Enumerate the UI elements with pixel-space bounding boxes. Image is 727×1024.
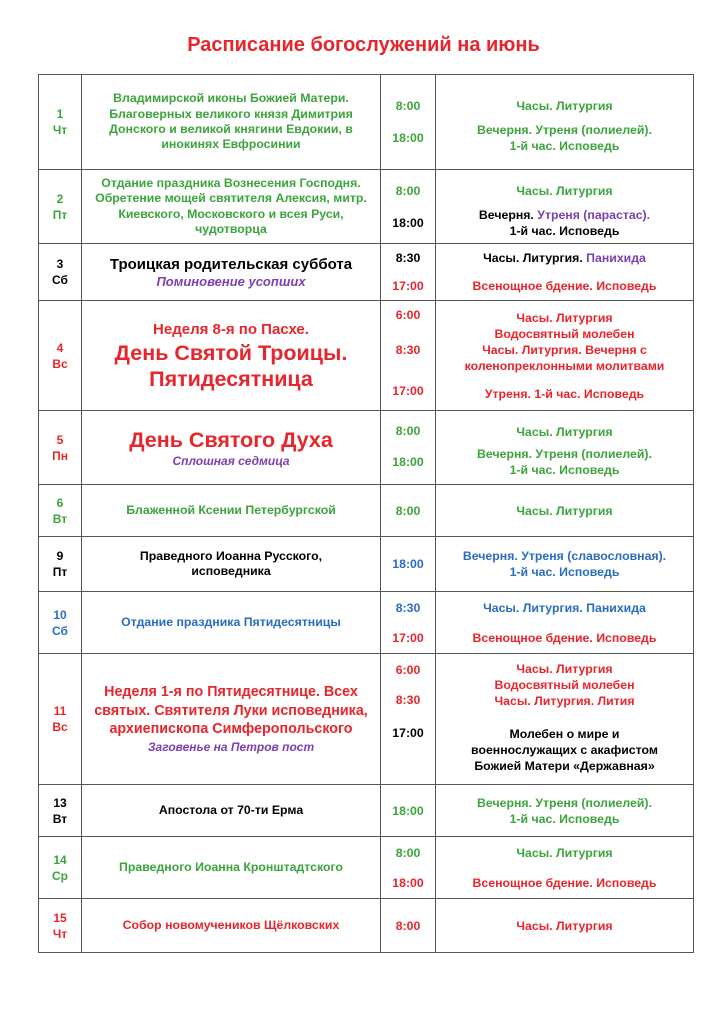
- service: Вечерня. Утреня (полиелей).: [477, 123, 652, 137]
- weekday: Ср: [52, 868, 68, 883]
- time: 18:00: [392, 215, 424, 230]
- feast-title: Неделя 8-я по Пасхе.: [153, 320, 309, 338]
- services-cell: [436, 75, 694, 170]
- day-number: 11: [53, 704, 67, 718]
- feast-title: Пятидесятница: [149, 366, 313, 391]
- times-cell: [381, 170, 436, 244]
- feast-title: Апостола от 70-ти Ерма: [158, 802, 304, 817]
- service: Часы. Литургия.: [483, 251, 583, 265]
- service: Утреня (парастас).: [537, 207, 651, 222]
- service: 1-й час. Исповедь: [509, 139, 620, 153]
- weekday: Вс: [52, 356, 68, 371]
- services-cell: [436, 837, 694, 899]
- service: Вечерня.: [478, 207, 534, 222]
- service: Часы. Литургия: [516, 424, 613, 439]
- feast-cell: [82, 75, 381, 170]
- times-cell: [381, 301, 436, 411]
- services-cell: [436, 170, 694, 244]
- feast-cell: [82, 654, 381, 785]
- feast-title: День Святой Троицы.: [114, 340, 348, 365]
- service: Всенощное бдение. Исповедь: [472, 630, 657, 645]
- service: 1-й час. Исповедь: [509, 565, 620, 579]
- table-row: [39, 485, 694, 537]
- weekday: Вт: [52, 811, 68, 826]
- service: Панихида: [586, 600, 646, 615]
- time: 8:00: [395, 845, 421, 860]
- service: Часы. Литургия: [516, 845, 613, 860]
- service: Молебен о мире и: [509, 727, 620, 741]
- service: 1-й час. Исповедь: [509, 462, 620, 477]
- feast-cell: [82, 592, 381, 654]
- day-number: 13: [53, 795, 67, 810]
- time: 17:00: [392, 630, 424, 645]
- table-row: [39, 592, 694, 654]
- services-cell: [436, 244, 694, 301]
- times-cell: [381, 592, 436, 654]
- feast-title: Блаженной Ксении Петербургской: [126, 502, 336, 517]
- feast-title: День Святого Духа: [129, 427, 333, 452]
- service: Часы. Литургия. Лития: [494, 694, 635, 708]
- day-number: 10: [53, 607, 67, 622]
- time: 6:00: [395, 662, 421, 677]
- service: Вечерня. Утреня (полиелей).: [477, 446, 652, 461]
- table-row: [39, 75, 694, 170]
- date-cell: [39, 654, 82, 785]
- service: Всенощное бдение. Исповедь: [472, 875, 657, 890]
- feast-subtitle: Поминовение усопших: [156, 273, 306, 289]
- feast-title: Владимирской иконы Божией Матери. Благоверных великого князя Димитрия Донского и великой княгини Евдокии, в инокинях Евфросинии: [109, 91, 353, 152]
- feast-cell: [82, 244, 381, 301]
- weekday: Чт: [52, 926, 68, 941]
- table-row: [39, 899, 694, 953]
- service: Часы. Литургия: [516, 503, 613, 518]
- weekday: Пт: [52, 207, 68, 222]
- feast-cell: [82, 411, 381, 485]
- time: 8:30: [395, 600, 421, 615]
- day-number: 9: [56, 549, 64, 563]
- date-cell: [39, 785, 82, 837]
- feast-title: Праведного Иоанна Русского, исповедника: [139, 548, 323, 578]
- time: 8:00: [395, 183, 421, 198]
- date-cell: [39, 244, 82, 301]
- table-row: [39, 244, 694, 301]
- services-cell: [436, 654, 694, 785]
- service: 1-й час. Исповедь: [509, 811, 620, 826]
- service: Утреня. 1-й час. Исповедь: [484, 386, 645, 401]
- day-number: 1: [56, 107, 64, 121]
- feast-title: Собор новомучеников Щёлковских: [122, 917, 340, 932]
- time: 8:00: [395, 423, 421, 438]
- service: Вечерня. Утреня (славословная).: [462, 549, 667, 563]
- table-row: [39, 301, 694, 411]
- date-cell: [39, 899, 82, 953]
- services-cell: [436, 485, 694, 537]
- date-cell: [39, 170, 82, 244]
- feast-title: Отдание праздника Пятидесятницы: [121, 614, 341, 629]
- times-cell: [381, 785, 436, 837]
- feast-cell: [82, 301, 381, 411]
- table-row: [39, 411, 694, 485]
- table-row: [39, 837, 694, 899]
- service: Божией Матери «Державная»: [474, 759, 655, 773]
- day-number: 15: [53, 910, 67, 925]
- time: 18:00: [392, 875, 424, 890]
- time: 8:00: [395, 503, 421, 518]
- service: Часы. Литургия: [516, 310, 613, 325]
- times-cell: [381, 485, 436, 537]
- day-number: 6: [56, 495, 64, 510]
- date-cell: [39, 537, 82, 592]
- time: 8:00: [395, 99, 421, 113]
- services-cell: [436, 411, 694, 485]
- day-number: 14: [53, 852, 67, 867]
- services-cell: [436, 537, 694, 592]
- feast-title: Троицкая родительская суббота: [109, 255, 353, 273]
- feast-cell: [82, 899, 381, 953]
- service: Вечерня. Утреня (полиелей).: [477, 795, 652, 810]
- services-cell: [436, 592, 694, 654]
- feast-cell: [82, 485, 381, 537]
- feast-cell: [82, 537, 381, 592]
- day-number: 5: [56, 432, 64, 447]
- table-row: [39, 654, 694, 785]
- time: 17:00: [392, 726, 424, 740]
- service: коленопреклонными молитвами: [464, 358, 665, 373]
- date-cell: [39, 592, 82, 654]
- service: Часы. Литургия: [516, 183, 613, 198]
- table-row: [39, 785, 694, 837]
- schedule-table: [38, 74, 694, 953]
- service: 1-й час. Исповедь: [509, 223, 620, 238]
- times-cell: [381, 75, 436, 170]
- time: 8:30: [395, 692, 421, 707]
- day-number: 3: [56, 257, 64, 271]
- feast-title: Отдание праздника Вознесения Господня. Обретение мощей святителя Алексия, митр. Киевского, Московского и всея Руси, чудотворца: [95, 175, 367, 236]
- times-cell: [381, 654, 436, 785]
- weekday: Вт: [52, 511, 68, 526]
- weekday: Сб: [52, 623, 68, 638]
- time: 6:00: [395, 307, 421, 322]
- service: Часы. Литургия: [516, 918, 613, 933]
- services-cell: [436, 899, 694, 953]
- table-row: [39, 537, 694, 592]
- day-number: 4: [56, 340, 64, 355]
- time: 18:00: [392, 557, 424, 571]
- time: 18:00: [392, 803, 424, 818]
- service: военнослужащих с акафистом: [471, 743, 658, 757]
- time: 17:00: [392, 279, 424, 293]
- times-cell: [381, 411, 436, 485]
- service: Панихида: [586, 251, 646, 265]
- time: 8:00: [395, 918, 421, 933]
- service: Часы. Литургия. Вечерня с: [482, 342, 647, 357]
- service: Водосвятный молебен: [494, 678, 635, 692]
- feast-title: Неделя 1-я по Пятидесятнице. Всех святых. Святителя Луки исповедника, архиепископа Симферопольского: [94, 684, 368, 738]
- service: Водосвятный молебен: [494, 326, 635, 341]
- date-cell: [39, 75, 82, 170]
- times-cell: [381, 537, 436, 592]
- services-cell: [436, 785, 694, 837]
- times-cell: [381, 837, 436, 899]
- service: Часы. Литургия: [516, 99, 613, 113]
- service: Часы. Литургия: [516, 662, 613, 676]
- weekday: Пн: [52, 448, 68, 463]
- table-row: [39, 170, 694, 244]
- time: 8:30: [395, 342, 421, 357]
- date-cell: [39, 411, 82, 485]
- day-number: 2: [56, 191, 64, 206]
- times-cell: [381, 244, 436, 301]
- feast-cell: [82, 170, 381, 244]
- date-cell: [39, 301, 82, 411]
- date-cell: [39, 485, 82, 537]
- date-cell: [39, 837, 82, 899]
- time: 8:30: [395, 251, 421, 265]
- weekday: Чт: [52, 123, 68, 137]
- feast-cell: [82, 785, 381, 837]
- weekday: Вс: [52, 720, 68, 734]
- time: 18:00: [392, 131, 424, 145]
- time: 18:00: [392, 454, 424, 469]
- feast-title: Праведного Иоанна Кронштадтского: [119, 859, 343, 874]
- time: 17:00: [392, 383, 424, 398]
- service: Часы. Литургия.: [483, 600, 583, 615]
- times-cell: [381, 899, 436, 953]
- feast-subtitle: Заговенье на Петров пост: [147, 739, 315, 754]
- services-cell: [436, 301, 694, 411]
- service: Всенощное бдение. Исповедь: [472, 279, 657, 293]
- weekday: Сб: [52, 273, 68, 287]
- page-title: Расписание богослужений на июнь: [187, 34, 540, 56]
- weekday: Пт: [52, 565, 68, 579]
- feast-subtitle: Сплошная седмица: [172, 453, 290, 468]
- feast-cell: [82, 837, 381, 899]
